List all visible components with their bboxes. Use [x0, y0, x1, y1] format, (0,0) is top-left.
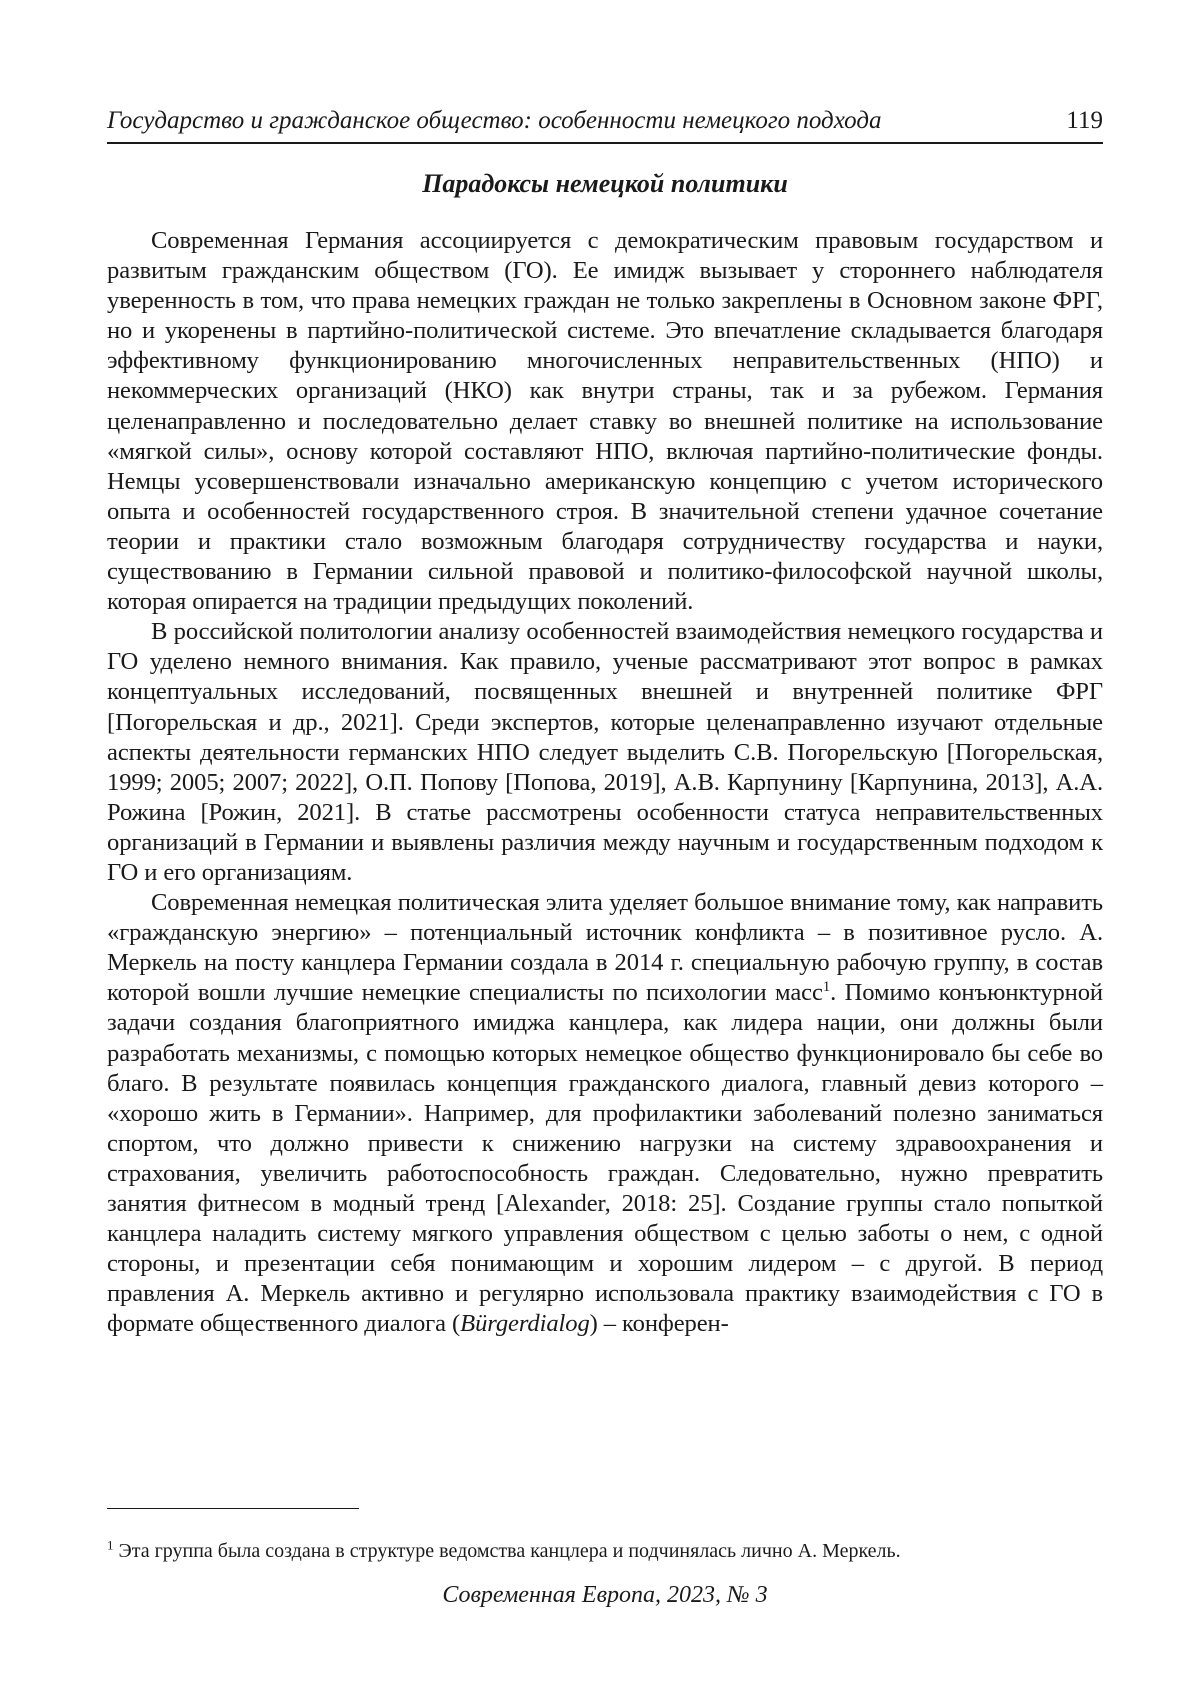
- body-text: [107, 226, 1103, 1339]
- footnote-text: Эта группа была создана в структуре ведомства канцлера и подчинялась лично А. Меркель.: [113, 1540, 901, 1562]
- paragraph-3-text-middle: . Помимо конъюнктурной задачи создания благоприятного имиджа канцлера, как лидера нации, они должны были разработать механизмы, с помощью которых немецкое общество функционировало бы себе во благо. В результате появилась концепция гражданского диалога, главный девиз которого – «хорошо жить в Германии». Например, для профилактики заболеваний полезно заниматься спортом, что должно привести к снижению нагрузки на систему здравоохранения и страхования, увеличить работоспособность граждан. Следовательно, нужно превратить занятия фитнесом в модный тренд [Alexander, 2018: 25]. Создание группы стало попыткой канцлера наладить систему мягкого управления обществом с целью заботы о нем, с одной стороны, и презентации себя понимающим и хорошим лидером – с другой. В период правления А. Меркель активно и регулярно использовала практику взаимодействия с ГО в формате общественного диалога (: [107, 979, 1103, 1338]
- footnote-reference: 1: [822, 979, 831, 996]
- term-buergerdialog: Bürgerdialog: [460, 1310, 590, 1338]
- section-title: Парадоксы немецкой политики: [422, 169, 788, 198]
- footnote-marker: 1: [107, 1537, 114, 1553]
- paragraph-3-text-end: ) – конферен-: [589, 1310, 729, 1338]
- paragraph-3: [107, 888, 1103, 1339]
- paragraph-1: Современная Германия ассоциируется с демократическим правовым государством и развитым гражданским обществом (ГО). Ее имидж вызывает у стороннего наблюдателя уверенность в том, что права немецких граждан не только закреплены в Основном законе ФРГ, но и укоренены в партийно-политической системе. Это впечатление складывается благодаря эффективному функционированию многочисленных неправительственных (НПО) и некоммерческих организаций (НКО) как внутри страны, так и за рубежом. Германия целенаправленно и последовательно делает ставку во внешней политике на использование «мягкой силы», основу которой составляют НПО, включая партийно-политические фонды. Немцы усовершенствовали изначально американскую концепцию с учетом исторического опыта и особенностей государственного строя. В значительной степени удачное сочетание теории и практики стало возможным благодаря сотрудничеству государства и науки, существованию в Германии сильной правовой и политико-философской научной школы, которая опирается на традиции предыдущих поколений.: [107, 227, 1103, 616]
- page-number: 119: [1066, 107, 1103, 134]
- running-header: [107, 102, 1103, 144]
- footnote-divider: [107, 1508, 359, 1509]
- paragraph-3-text-start: Современная немецкая политическая элита уделяет большое внимание тому, как направить «гражданскую энергию» – потенциальный источник конфликта – в позитивное русло. А. Меркель на посту канцлера Германии создала в 2014 г. специальную рабочую группу, в состав которой вошли лучшие немецкие специалисты по психологии масс: [107, 889, 1103, 1007]
- footnote: [107, 1538, 1103, 1564]
- running-title: Государство и гражданское общество: особенности немецкого подхода: [107, 107, 882, 134]
- paragraph-2: В российской политологии анализу особенностей взаимодействия немецкого государства и ГО уделено немного внимания. Как правило, ученые рассматривают этот вопрос в рамках концептуальных исследований, посвященных внешней и внутренней политике ФРГ [Погорельская и др., 2021]. Среди экспертов, которые целенаправленно изучают отдельные аспекты деятельности германских НПО следует выделить С.В. Погорельскую [Погорельская, 1999; 2005; 2007; 2022], О.П. Попову [Попова, 2019], А.В. Карпунину [Карпунина, 2013], А.А. Рожина [Рожин, 2021]. В статье рассмотрены особенности статуса неправительственных организаций в Германии и выявлены различия между научным и государственным подходом к ГО и его организациям.: [107, 618, 1103, 886]
- journal-footer: Современная Европа, 2023, № 3: [442, 1582, 768, 1608]
